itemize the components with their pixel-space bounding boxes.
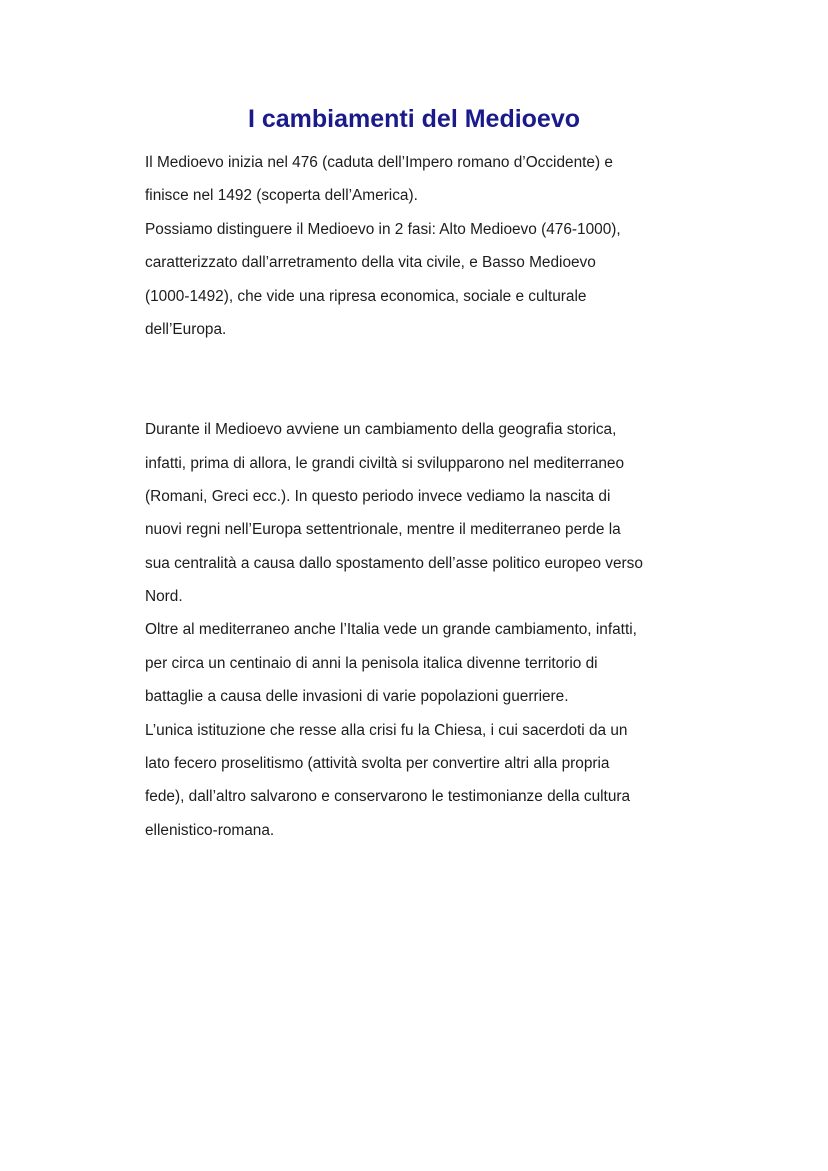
text-line: (Romani, Greci ecc.). In questo periodo invece vediamo la nascita di — [145, 487, 611, 505]
text-line: nuovi regni nell’Europa settentrionale, mentre il mediterraneo perde la — [145, 521, 621, 539]
text-line: Oltre al mediterraneo anche l’Italia vede un grande cambiamento, infatti, — [145, 621, 637, 639]
text-line: (1000-1492), che vide una ripresa economica, sociale e culturale — [145, 287, 587, 305]
text-line: Possiamo distinguere il Medioevo in 2 fasi: Alto Medioevo (476-1000), — [145, 220, 621, 238]
text-line: finisce nel 1492 (scoperta dell’America). — [145, 187, 418, 205]
text-line: L’unica istituzione che resse alla crisi fu la Chiesa, i cui sacerdoti da un — [145, 721, 628, 739]
text-line: per circa un centinaio di anni la penisola italica divenne territorio di — [145, 654, 598, 672]
text-line: infatti, prima di allora, le grandi civiltà si svilupparono nel mediterraneo — [145, 454, 625, 472]
text-line: sua centralità a causa dallo spostamento dell’asse politico europeo verso — [145, 554, 643, 572]
text-line: battaglie a causa delle invasioni di varie popolazioni guerriere. — [145, 688, 569, 706]
text-line: Il Medioevo inizia nel 476 (caduta dell’Impero romano d’Occidente) e — [145, 154, 613, 171]
text-line: ellenistico-romana. — [145, 821, 275, 839]
paragraph-spacer — [145, 380, 725, 413]
text-line: lato fecero proselitismo (attività svolta per convertire altri alla propria — [145, 755, 610, 773]
text-line: dell’Europa. — [145, 320, 227, 338]
page-title: I cambiamenti del Medioevo — [247, 105, 581, 133]
text-line: Durante il Medioevo avviene un cambiamento della geografia storica, — [145, 421, 617, 439]
text-line: Nord. — [145, 588, 183, 606]
paragraph-spacer — [145, 346, 725, 379]
text-line: fede), dall’altro salvarono e conservarono le testimonianze della cultura — [145, 788, 631, 806]
body-text — [145, 146, 725, 847]
text-line: caratterizzato dall’arretramento della vita civile, e Basso Medioevo — [145, 254, 596, 272]
